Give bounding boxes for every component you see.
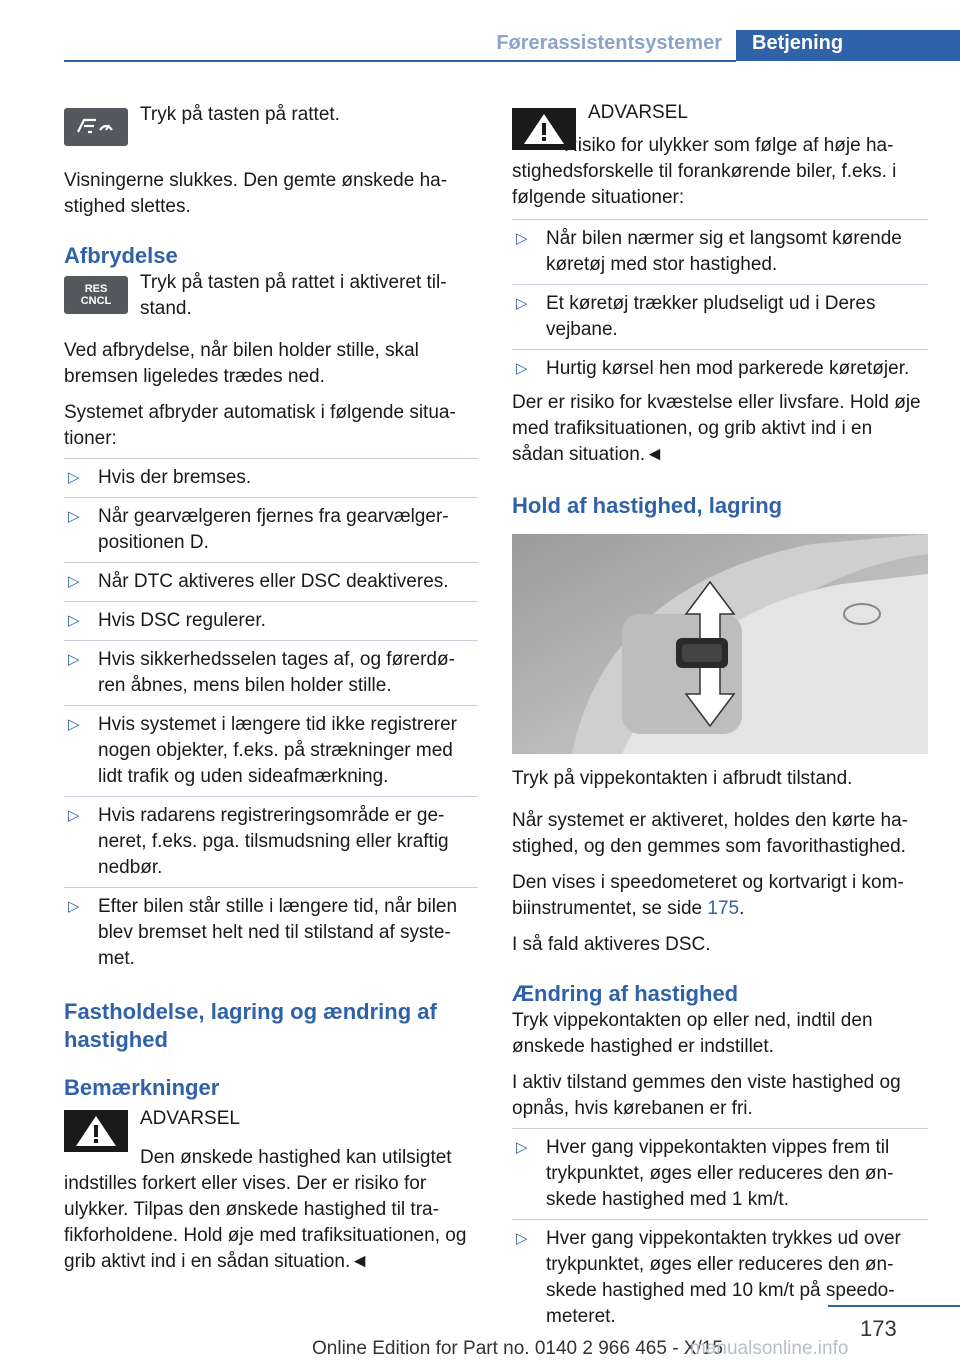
- list-item: ▷ Et køretøj trækker pludseligt ud i Deres vejbane.: [512, 285, 928, 350]
- warning-text: Den ønskede hastighed kan utilsigtet indstilles forkert eller vises. Der er risiko for ulykker. Tilpas den ønskede hastighed til tra-fikforholdene. Hold øje med trafiksituationen, og grib aktivt ind i en sådan situation.◄: [64, 1147, 467, 1272]
- cruise-control-off-icon: [64, 108, 128, 146]
- list-arrow-icon: ▷: [68, 716, 80, 733]
- page-link[interactable]: 175: [707, 898, 740, 919]
- instruction-text: Tryk på tasten på rattet i aktiveret til-stand.: [140, 272, 447, 319]
- list-arrow-icon: ▷: [516, 230, 528, 247]
- instruction-text: Tryk på tasten på rattet.: [140, 104, 340, 125]
- heading-afbrydelse: Afbrydelse: [64, 243, 178, 268]
- list-arrow-icon: ▷: [68, 807, 80, 824]
- list-arrow-icon: ▷: [516, 360, 528, 377]
- list-item: ▷ Når gearvælgeren fjernes fra gearvælger-positionen D.: [64, 498, 478, 563]
- res-cncl-key-icon: [64, 276, 128, 314]
- warning-triangle-icon: [64, 1110, 128, 1157]
- paragraph: Den vises i speedometeret og kortvarigt i kom-biinstrumentet, se side 175.: [512, 872, 904, 919]
- list-item: ▷ Hvis radarens registreringsområde er ge-neret, f.eks. pga. tilsmudsning eller kraftig nedbør.: [64, 797, 478, 888]
- steering-wheel-photo: [512, 534, 928, 754]
- right-column: [512, 100, 928, 1336]
- key-instruction-row: [64, 100, 478, 146]
- paragraph: I aktiv tilstand gemmes den viste hastighed og opnås, hvis kørebanen er fri.: [512, 1072, 901, 1119]
- list-item: ▷ Hvis DSC regulerer.: [64, 602, 478, 641]
- list-arrow-icon: ▷: [68, 651, 80, 668]
- warning-text: Risiko for ulykker som følge af høje ha-stighedsforskelle til forankørende biler, f.eks. i følgende situationer:: [512, 135, 897, 208]
- list-item: ▷ Når bilen nærmer sig et langsomt kørende køretøj med stor hastighed.: [512, 220, 928, 285]
- header-rule: [64, 60, 736, 62]
- paragraph: Systemet afbryder automatisk i følgende situa-tioner:: [64, 402, 456, 449]
- list-item: ▷ Hver gang vippekontakten vippes frem til trykpunktet, øges eller reduceres den øn-skede hastighed med 1 km/t.: [512, 1129, 928, 1220]
- watermark: manualsonline.info: [690, 1338, 849, 1359]
- warning-situations-list: [512, 219, 928, 388]
- list-item: ▷ Hver gang vippekontakten trykkes ud over trykpunktet, øges eller reduceres den øn-skede hastighed med 10 km/t på speedo-meteret.: [516, 1228, 901, 1327]
- page-number: 173: [860, 1316, 897, 1341]
- warning-title: ADVARSEL: [140, 1108, 240, 1129]
- paragraph: Ved afbrydelse, når bilen holder stille, skal bremsen ligeledes trædes ned.: [64, 340, 419, 387]
- list-arrow-icon: ▷: [68, 898, 80, 915]
- heading-hold-hastighed: Hold af hastighed, lagring: [512, 493, 783, 518]
- list-item: ▷ Hvis der bremses.: [64, 459, 478, 498]
- paragraph: Når systemet er aktiveret, holdes den kørte ha-stighed, og den gemmes som favorithastighed.: [512, 810, 908, 857]
- list-arrow-icon: ▷: [516, 1230, 528, 1247]
- auto-cancel-list: [64, 458, 478, 978]
- list-item: ▷ Hurtig kørsel hen mod parkerede køretøjer.: [512, 350, 928, 388]
- paragraph: Tryk vippekontakten op eller ned, indtil den ønskede hastighed er indstillet.: [512, 1010, 873, 1057]
- list-item: ▷ Efter bilen står stille i længere tid, når bilen blev bremset helt ned til stilstand af syste-met.: [68, 896, 458, 969]
- res-cncl-label: RES CNCL: [80, 283, 112, 307]
- warning-title: ADVARSEL: [588, 102, 688, 123]
- list-arrow-icon: ▷: [68, 469, 80, 486]
- list-arrow-icon: ▷: [516, 1139, 528, 1156]
- paragraph: Visningerne slukkes. Den gemte ønskede ha-stighed slettes.: [64, 170, 448, 217]
- paragraph: Tryk på vippekontakten i afbrudt tilstand.: [512, 768, 853, 789]
- footer-rule: [828, 1305, 960, 1307]
- list-item: ▷ Hvis systemet i længere tid ikke registrerer nogen objekter, f.eks. på strækninger med lidt trafik og uden sideafmærkning.: [64, 706, 478, 797]
- paragraph: Der er risiko for kvæstelse eller livsfare. Hold øje med trafiksituationen, og grib aktivt ind i en sådan situation.◄: [512, 392, 921, 465]
- list-item: ▷ Når DTC aktiveres eller DSC deaktiveres.: [64, 563, 478, 602]
- list-arrow-icon: ▷: [68, 612, 80, 629]
- list-arrow-icon: ▷: [68, 508, 80, 525]
- heading-bemaerkninger: Bemærkninger: [64, 1075, 220, 1100]
- heading-fastholdelse: Fastholdelse, lagring og ændring af hastighed: [64, 999, 437, 1052]
- edition-footer: Online Edition for Part no. 0140 2 966 465 - X/15: [312, 1338, 723, 1359]
- header-chapter-tab: Betjening: [736, 30, 960, 61]
- heading-aendring: Ændring af hastighed: [512, 981, 739, 1006]
- paragraph: I så fald aktiveres DSC.: [512, 934, 711, 955]
- list-arrow-icon: ▷: [68, 573, 80, 590]
- list-arrow-icon: ▷: [516, 295, 528, 312]
- list-item: ▷ Hvis sikkerhedsselen tages af, og førerdø-ren åbnes, mens bilen holder stille.: [64, 641, 478, 706]
- header-section: Førerassistentsystemer: [496, 32, 722, 54]
- left-column: [64, 100, 478, 1275]
- key-instruction-row: [64, 270, 478, 322]
